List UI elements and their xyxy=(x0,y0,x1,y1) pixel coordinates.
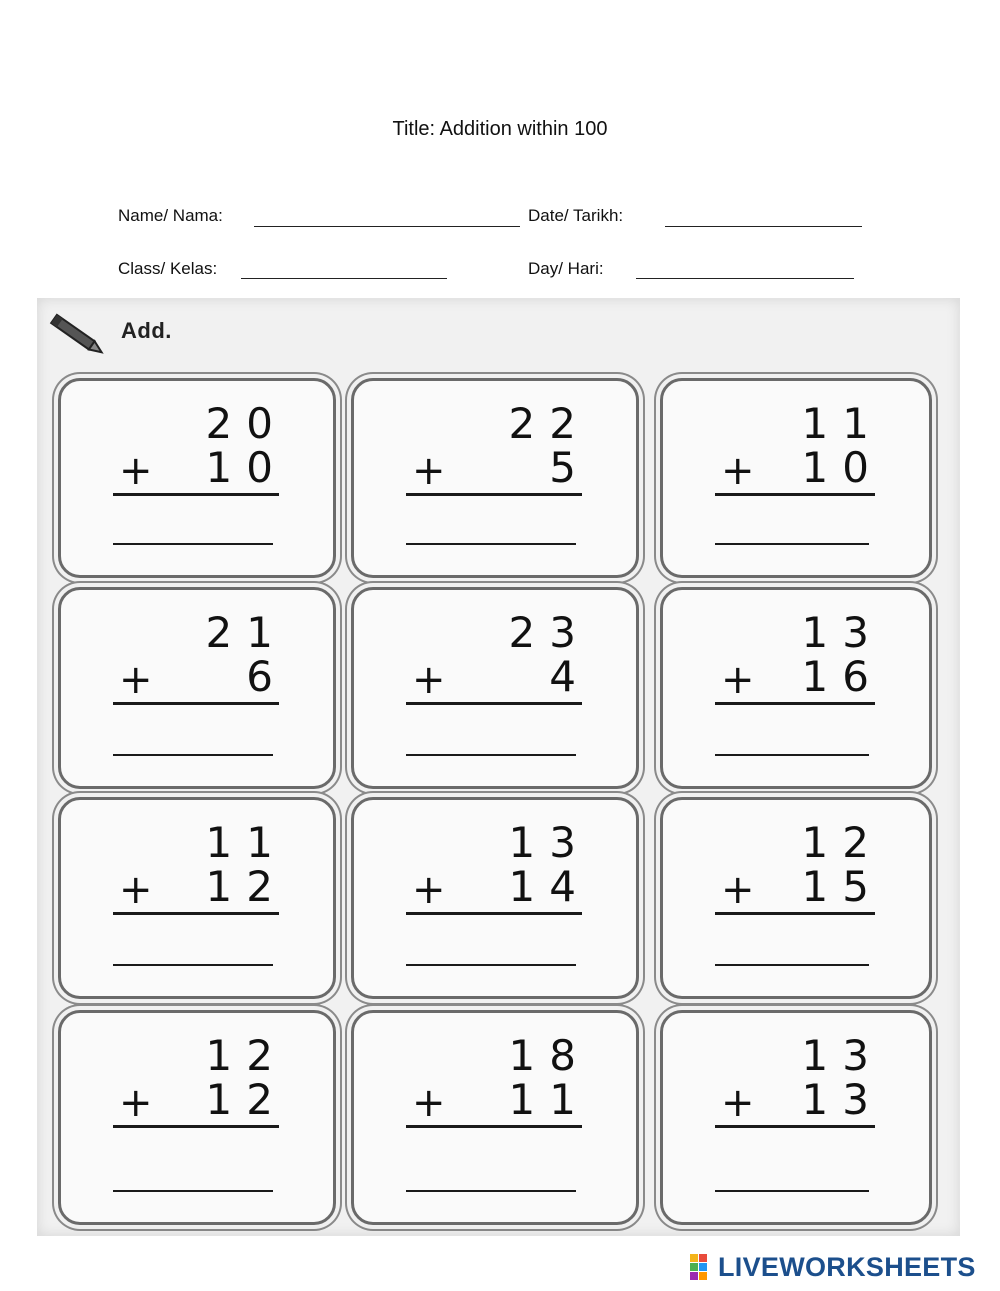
date-field[interactable] xyxy=(665,226,862,227)
plus-sign: + xyxy=(412,1080,446,1126)
addend-bottom: 13 xyxy=(801,1075,883,1124)
problem-card xyxy=(351,378,639,578)
answer-field[interactable] xyxy=(113,543,273,545)
addend-bottom: 5 xyxy=(549,443,590,492)
addend-bottom: 15 xyxy=(801,862,883,911)
plus-sign: + xyxy=(412,657,446,703)
addend-bottom: 12 xyxy=(205,1075,287,1124)
page-title: Title: Addition within 100 xyxy=(392,118,608,140)
answer-field[interactable] xyxy=(113,754,273,756)
addend-bottom: 10 xyxy=(205,443,287,492)
answer-field[interactable] xyxy=(406,754,576,756)
answer-field[interactable] xyxy=(113,1190,273,1192)
addend-top: 21 xyxy=(205,608,287,657)
problem-card xyxy=(660,797,932,999)
plus-sign: + xyxy=(119,1080,153,1126)
problem-card xyxy=(58,1010,336,1225)
sum-line xyxy=(113,912,279,915)
sum-line xyxy=(113,702,279,705)
addend-bottom: 10 xyxy=(801,443,883,492)
addend-bottom: 14 xyxy=(508,862,590,911)
plus-sign: + xyxy=(721,448,755,494)
class-label: Class/ Kelas: xyxy=(118,259,218,278)
problem-card xyxy=(660,1010,932,1225)
sum-line xyxy=(113,493,279,496)
addend-top: 11 xyxy=(801,399,883,448)
addend-top: 12 xyxy=(801,818,883,867)
date-label: Date/ Tarikh: xyxy=(528,206,624,225)
answer-field[interactable] xyxy=(715,754,869,756)
sum-line xyxy=(715,702,875,705)
addend-top: 18 xyxy=(508,1031,590,1080)
sum-line xyxy=(715,1125,875,1128)
answer-field[interactable] xyxy=(715,1190,869,1192)
addend-top: 11 xyxy=(205,818,287,867)
addend-top: 12 xyxy=(205,1031,287,1080)
problem-card xyxy=(660,378,932,578)
plus-sign: + xyxy=(412,448,446,494)
plus-sign: + xyxy=(119,867,153,913)
class-field[interactable] xyxy=(241,278,447,279)
answer-field[interactable] xyxy=(406,543,576,545)
plus-sign: + xyxy=(119,657,153,703)
name-label: Name/ Nama: xyxy=(118,206,223,225)
plus-sign: + xyxy=(412,867,446,913)
plus-sign: + xyxy=(721,1080,755,1126)
plus-sign: + xyxy=(119,448,153,494)
liveworksheets-logo-icon xyxy=(690,1254,716,1280)
problem-card xyxy=(351,797,639,999)
addend-top: 13 xyxy=(801,608,883,657)
answer-field[interactable] xyxy=(113,964,273,966)
name-field[interactable] xyxy=(254,226,520,227)
problem-card xyxy=(351,1010,639,1225)
sum-line xyxy=(406,912,582,915)
addend-top: 13 xyxy=(508,818,590,867)
addend-bottom: 11 xyxy=(508,1075,590,1124)
sum-line xyxy=(406,702,582,705)
problem-card xyxy=(58,797,336,999)
answer-field[interactable] xyxy=(715,543,869,545)
footer-logo xyxy=(690,1252,976,1282)
answer-field[interactable] xyxy=(406,964,576,966)
problem-card xyxy=(58,587,336,789)
addend-top: 22 xyxy=(508,399,590,448)
sum-line xyxy=(715,493,875,496)
sum-line xyxy=(406,493,582,496)
day-field[interactable] xyxy=(636,278,854,279)
day-label: Day/ Hari: xyxy=(528,259,604,278)
addend-bottom: 4 xyxy=(549,652,590,701)
instruction-label: Add. xyxy=(121,318,172,343)
addend-bottom: 12 xyxy=(205,862,287,911)
sum-line xyxy=(406,1125,582,1128)
addend-top: 23 xyxy=(508,608,590,657)
addend-top: 13 xyxy=(801,1031,883,1080)
problem-card xyxy=(660,587,932,789)
plus-sign: + xyxy=(721,657,755,703)
answer-field[interactable] xyxy=(715,964,869,966)
addend-bottom: 16 xyxy=(801,652,883,701)
problem-card xyxy=(58,378,336,578)
sum-line xyxy=(113,1125,279,1128)
problem-card xyxy=(351,587,639,789)
addend-bottom: 6 xyxy=(246,652,287,701)
answer-field[interactable] xyxy=(406,1190,576,1192)
sum-line xyxy=(715,912,875,915)
addend-top: 20 xyxy=(205,399,287,448)
brand-name: LIVEWORKSHEETS xyxy=(718,1251,976,1282)
pencil-icon xyxy=(45,312,109,358)
plus-sign: + xyxy=(721,867,755,913)
